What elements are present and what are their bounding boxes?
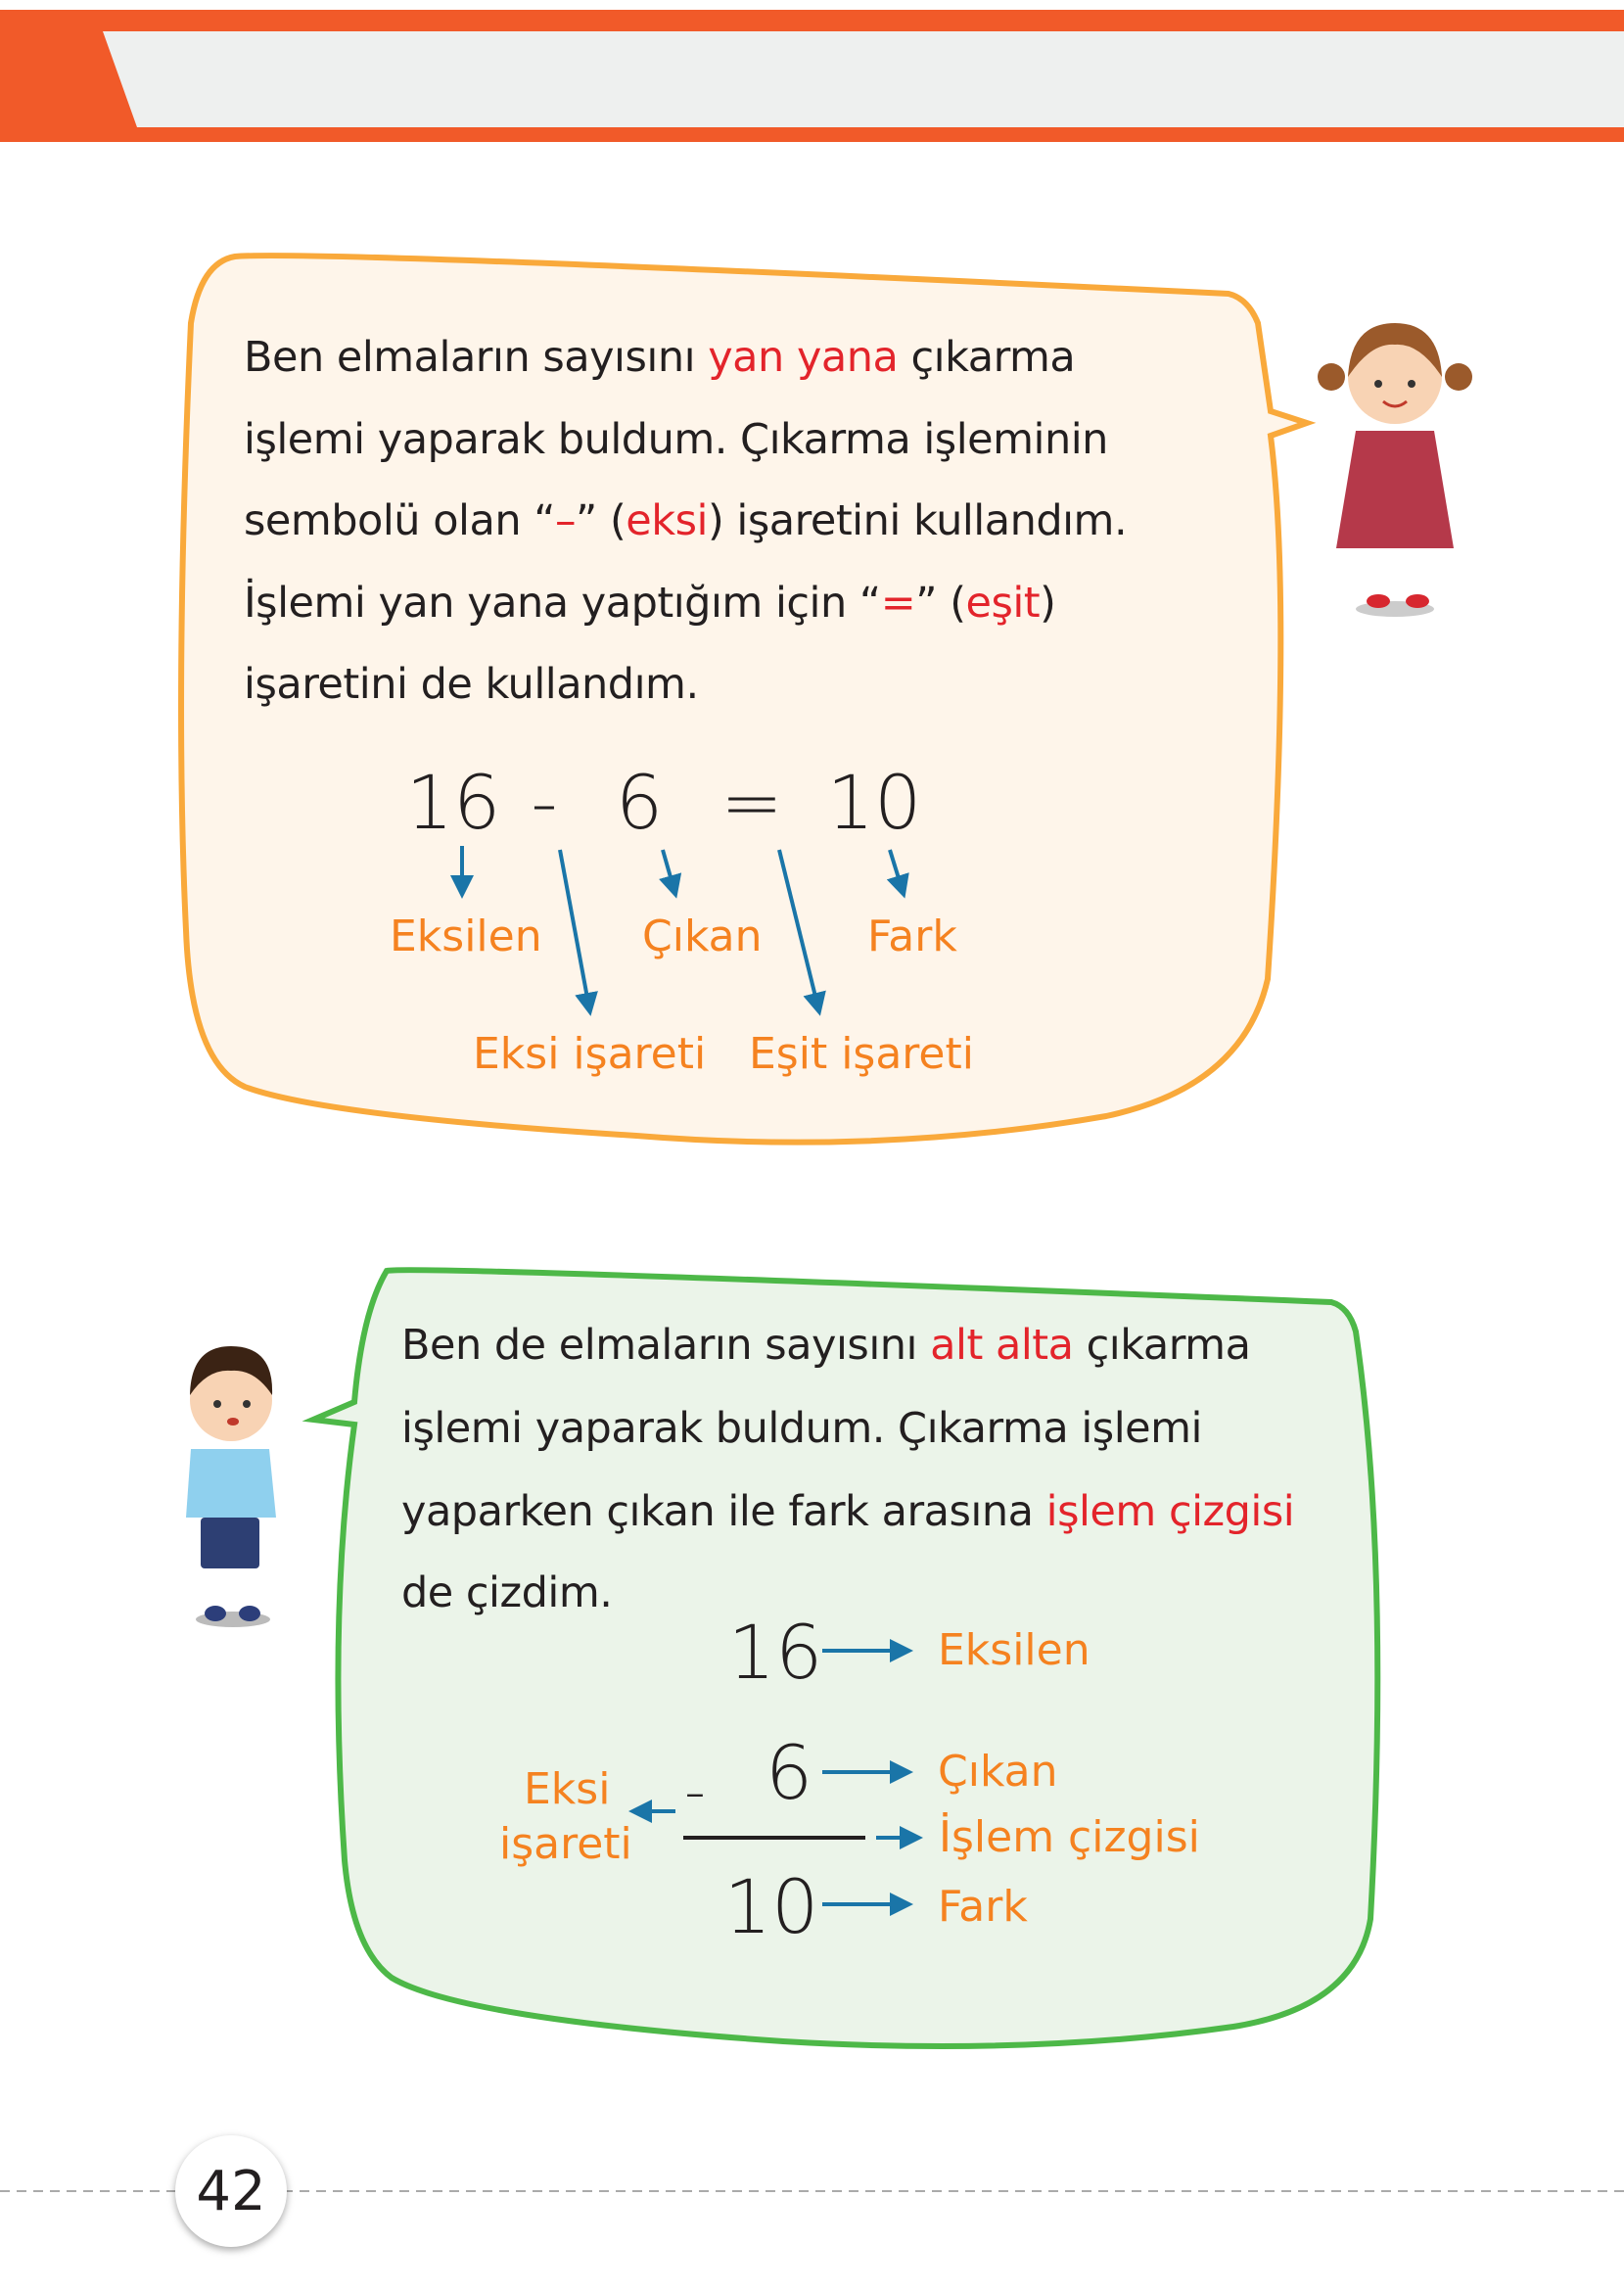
equation-minus: - [531,759,558,846]
girl-illustration [1318,323,1472,617]
equation-difference: 10 [826,759,922,846]
vertical-subtrahend: 6 [765,1729,813,1816]
boy-illustration [186,1346,276,1627]
vlabel-isareti: işareti [499,1819,632,1869]
equation-equals: = [720,759,783,846]
label-fark: Fark [867,912,957,961]
girl-text-line-3: sembolü olan “–” (eksi) işaretini kullandım. [244,496,1128,545]
boy-text-line-3: yaparken çıkan ile fark arasına işlem çizgisi [401,1487,1295,1536]
girl-text-line-2: işlemi yaparak buldum. Çıkarma işleminin [244,415,1108,464]
equation-minuend: 16 [405,759,501,846]
boy-text-line-4: de çizdim. [401,1568,613,1617]
boy-speech-bubble [313,1270,1377,2046]
header-bar [0,10,1624,142]
vlabel-eksi: Eksi [524,1764,611,1814]
label-esit-isareti: Eşit işareti [749,1029,974,1079]
label-eksilen: Eksilen [390,912,542,961]
vlabel-eksilen: Eksilen [938,1625,1090,1675]
girl-text-line-1: Ben elmaların sayısını yan yana çıkarma [244,333,1076,382]
vertical-minus: - [684,1757,706,1826]
vertical-difference: 10 [723,1863,819,1950]
girl-text-line-4: İşlemi yan yana yaptığım için “=” (eşit) [244,579,1056,628]
page-number: 42 [175,2135,287,2247]
label-eksi-isareti: Eksi işareti [473,1029,707,1079]
girl-text-line-5: işaretini de kullandım. [244,660,699,709]
vlabel-cikan: Çıkan [938,1747,1058,1797]
vertical-minuend: 16 [727,1609,823,1696]
vlabel-islem-cizgisi: İşlem çizgisi [939,1812,1200,1862]
boy-text-line-1: Ben de elmaların sayısını alt alta çıkarma [401,1321,1251,1370]
boy-text-line-2: işlemi yaparak buldum. Çıkarma işlemi [401,1404,1202,1453]
vlabel-fark: Fark [938,1882,1028,1932]
equation-subtrahend: 6 [615,759,664,846]
label-cikan: Çıkan [642,912,763,961]
